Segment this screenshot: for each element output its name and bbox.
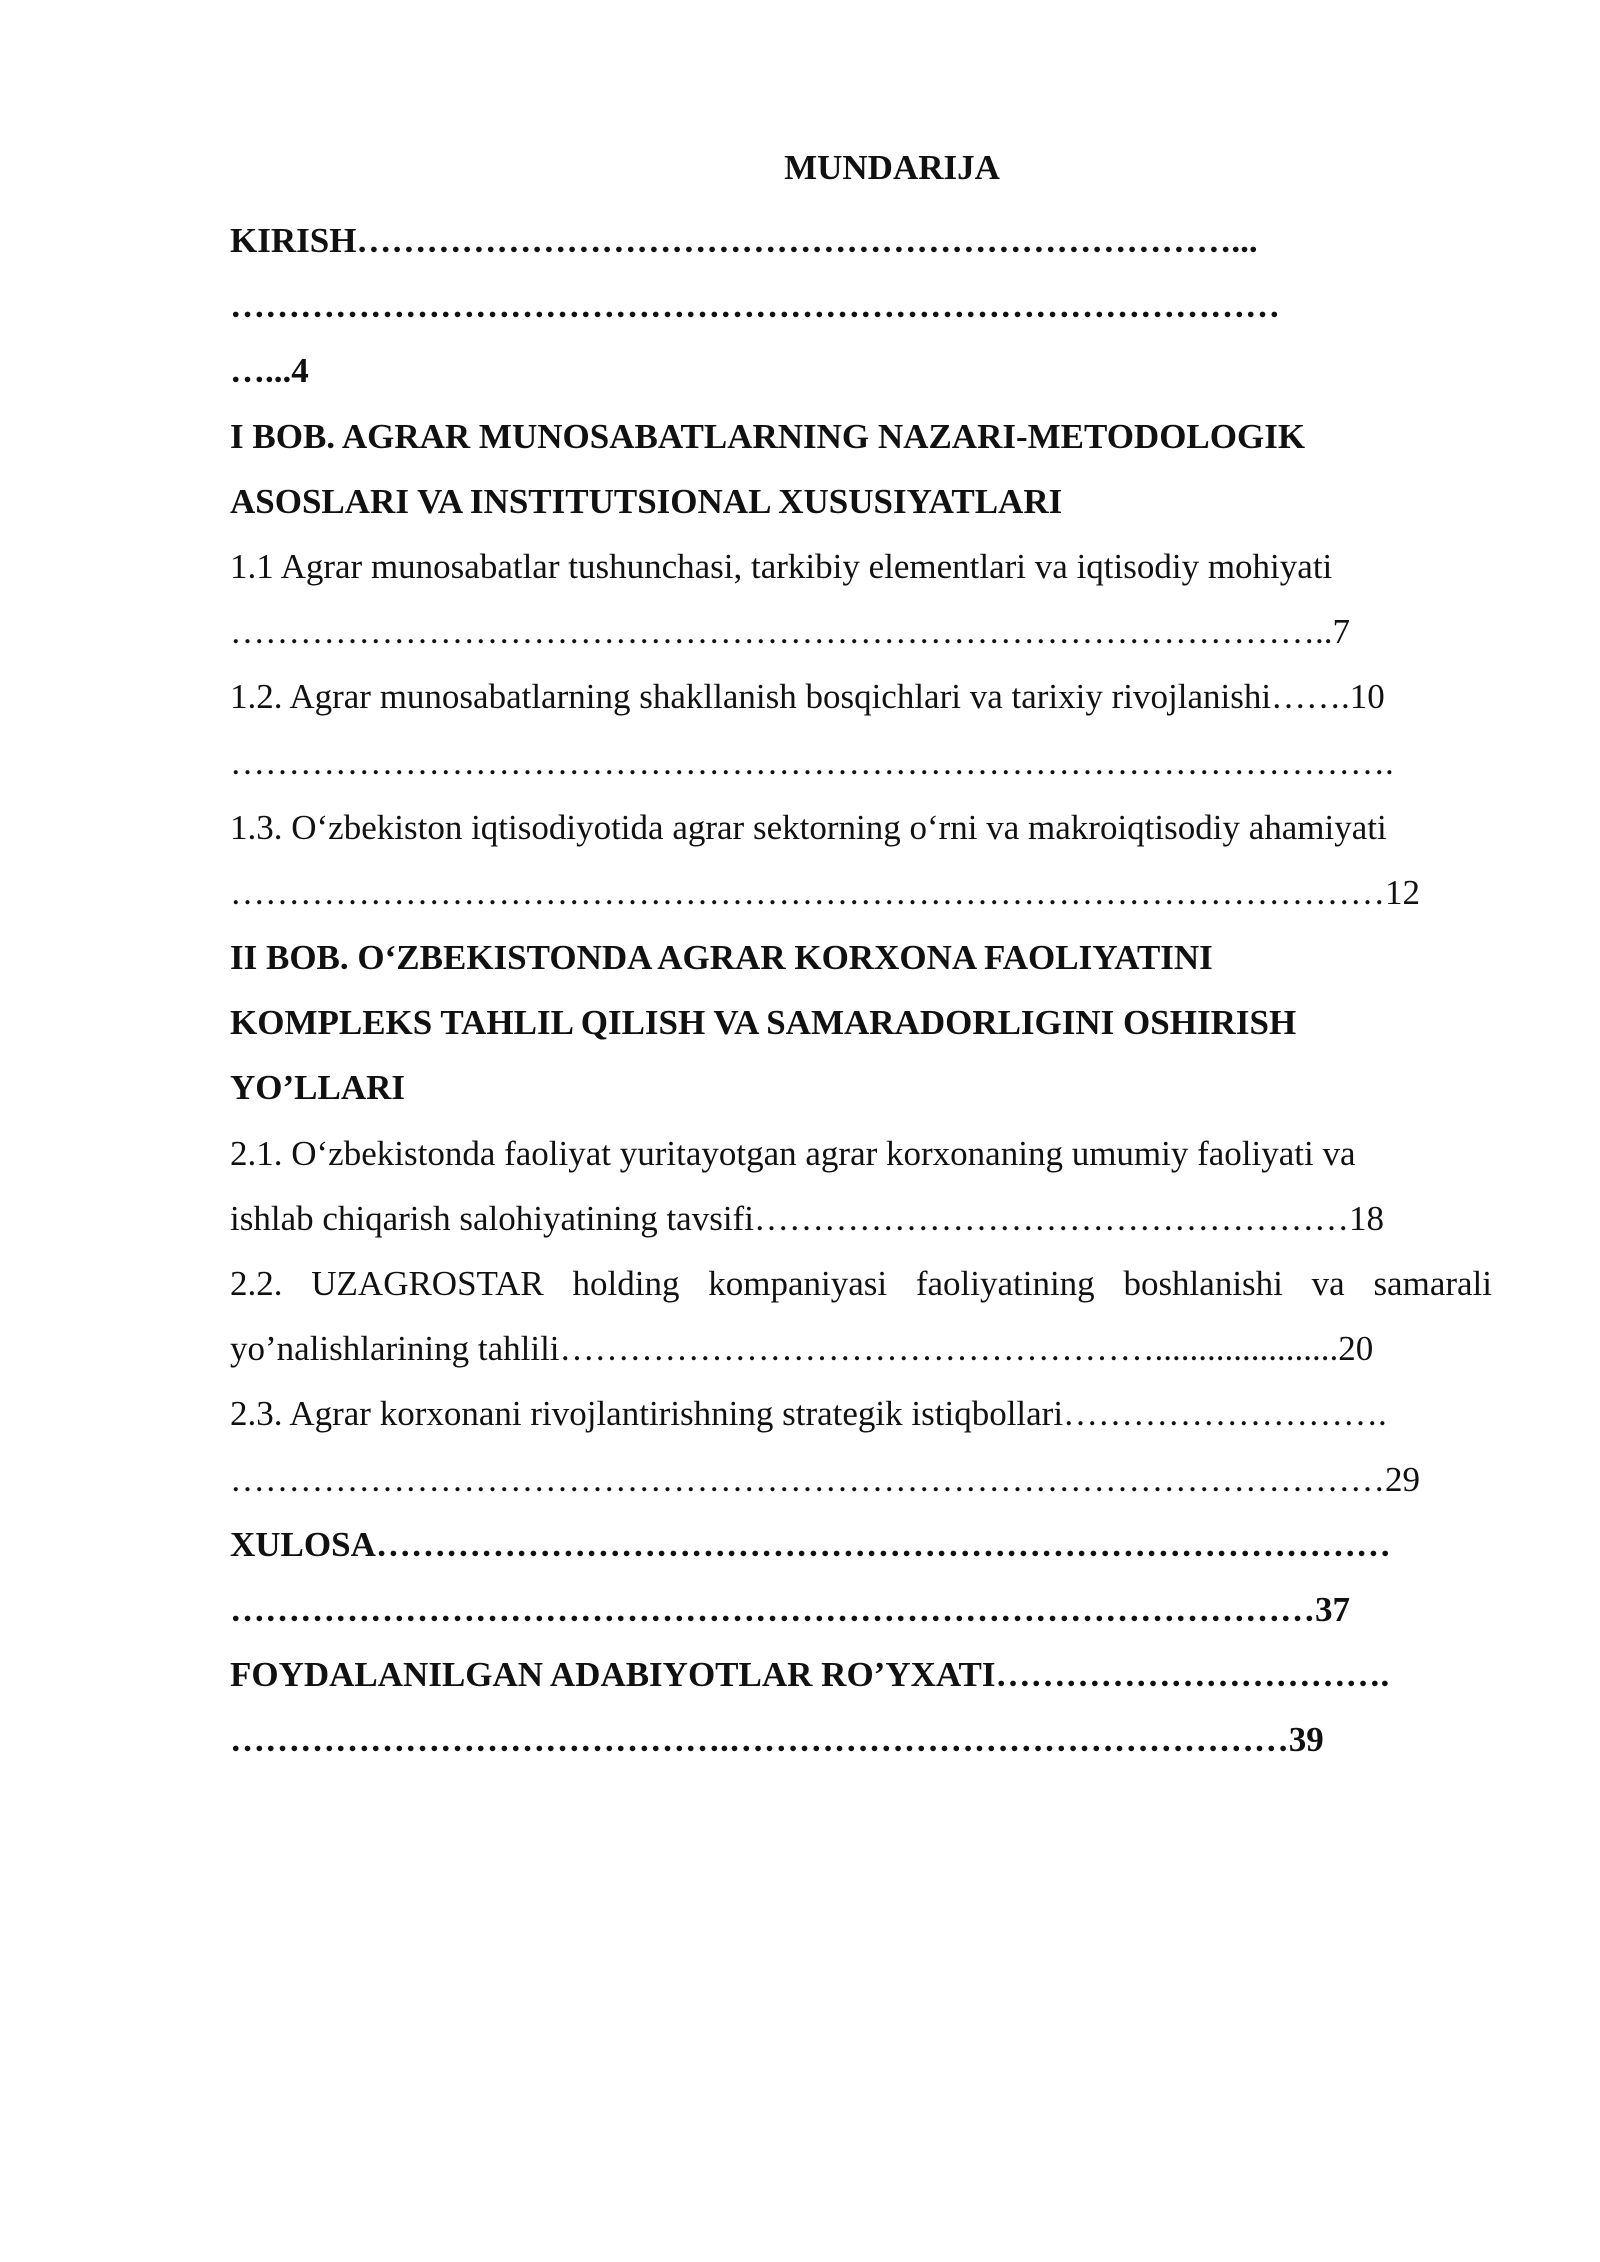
toc-line: ………………………………………………………………………………………. bbox=[230, 742, 1394, 782]
toc-line: ………………………………………………………………………………………12 bbox=[230, 872, 1420, 912]
toc-line: 1.1 Agrar munosabatlar tushunchasi, tarkibiy elementlari va iqtisodiy mohiyati bbox=[230, 546, 1333, 586]
toc-line: …………………………………….…………………………………………39 bbox=[230, 1720, 1324, 1760]
toc-line: 2.2. UZAGROSTAR holding kompaniyasi faoliyatining boshlanishi va samarali bbox=[230, 1264, 1492, 1303]
toc-line: KIRISH…………………………………………………………………... bbox=[230, 221, 1258, 260]
table-of-contents bbox=[230, 208, 1492, 1773]
toc-line: 2.3. Agrar korxonani rivojlantirishning strategik istiqbollari………………………. bbox=[230, 1394, 1387, 1434]
toc-line: 1.2. Agrar munosabatlarning shakllanish bosqichlari va tarixiy rivojlanishi…….10 bbox=[230, 677, 1385, 717]
toc-line: …………………………………………………………………………………37 bbox=[230, 1589, 1350, 1629]
toc-line: FOYDALANILGAN ADABIYOTLAR RO’YXATI……………………………. bbox=[230, 1655, 1390, 1695]
toc-line: 1.3. O‘zbekiston iqtisodiyotida agrar sektorning o‘rni va makroiqtisodiy ahamiyati bbox=[230, 807, 1387, 847]
toc-line: …………………………………………………………………………………..7 bbox=[230, 612, 1350, 652]
toc-line: KOMPLEKS TAHLIL QILISH VA SAMARADORLIGINI OSHIRISH bbox=[230, 1003, 1297, 1043]
toc-line: ishlab chiqarish salohiyatining tavsifi……………………………………………18 bbox=[230, 1198, 1384, 1238]
toc-line: YO’LLARI bbox=[230, 1068, 406, 1108]
toc-line: yo’nalishlarining tahlili…………………………………………….....................20 bbox=[230, 1329, 1374, 1369]
toc-line: ASOSLARI VA INSTITUTSIONAL XUSUSIYATLARI bbox=[230, 481, 1063, 521]
toc-line: ……………………………………………………………………………… bbox=[230, 286, 1280, 326]
toc-line: ………………………………………………………………………………………29 bbox=[230, 1459, 1420, 1499]
toc-line: XULOSA…………………………………………………………………………… bbox=[230, 1524, 1391, 1564]
toc-line: 2.1. O‘zbekistonda faoliyat yuritayotgan agrar korxonaning umumiy faoliyati va bbox=[230, 1133, 1356, 1173]
toc-line: II BOB. O‘ZBEKISTONDA AGRAR KORXONA FAOLIYATINI bbox=[230, 938, 1213, 978]
page-title: MUNDARIJA bbox=[784, 148, 1000, 187]
toc-line: …...4 bbox=[230, 351, 309, 391]
toc-line: I BOB. AGRAR MUNOSABATLARNING NAZARI-METODOLOGIK bbox=[230, 416, 1306, 456]
